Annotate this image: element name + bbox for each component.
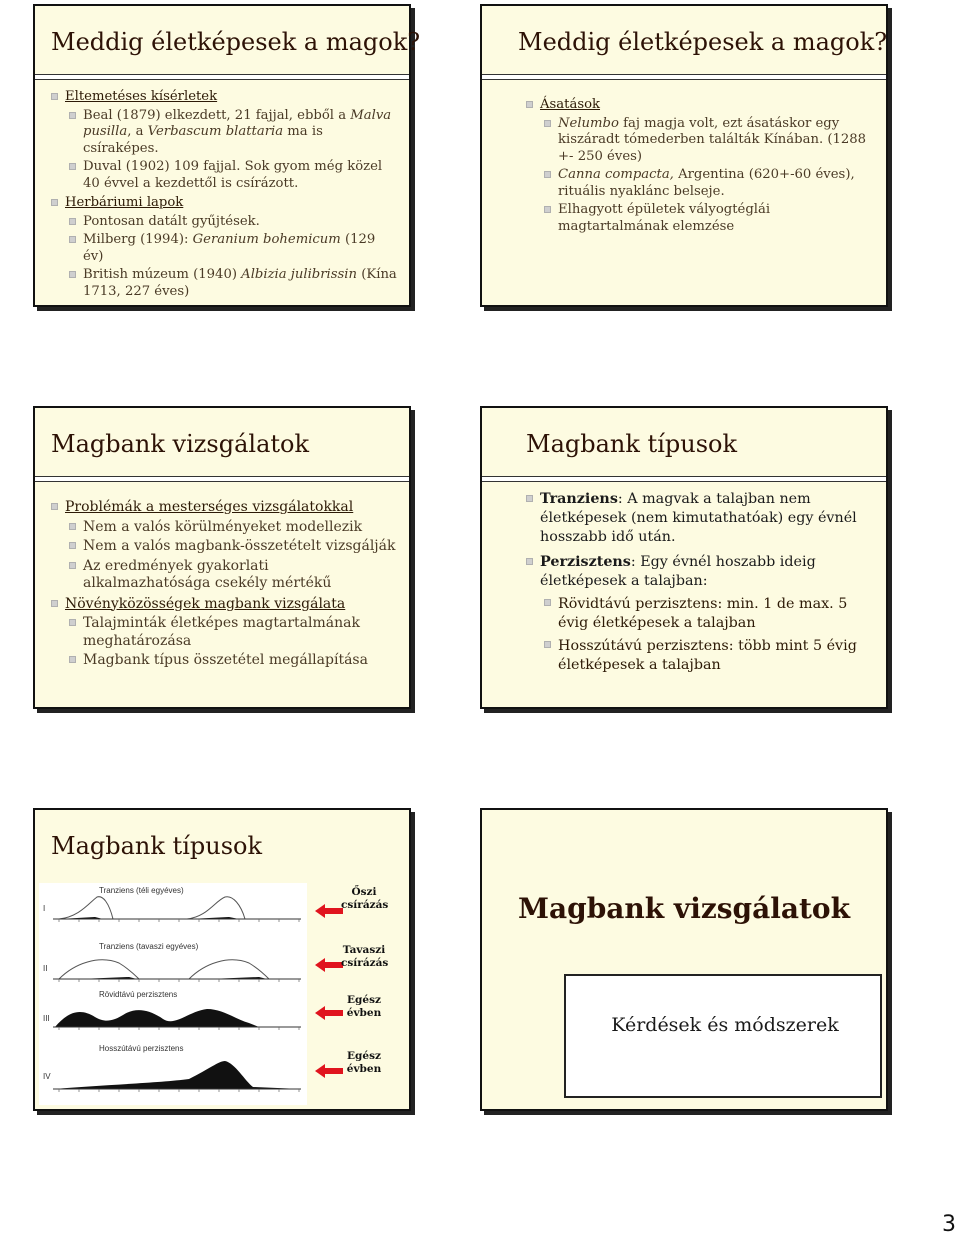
arrow-label-spring: Tavaszi csírázás [341,944,389,969]
page-number: 3 [942,1212,956,1237]
fig-label-2: Tranziens (tavaszi egyéves) [99,942,199,951]
roman-1: I [43,904,46,913]
square-bullet-icon [69,542,76,549]
slide-title: Magbank típusok [526,430,737,458]
title-divider [35,74,409,80]
square-bullet-icon [526,101,533,108]
arrow-label-autumn: Őszi csírázás [341,886,389,911]
roman-4: IV [43,1072,51,1081]
slide-burial-experiments [33,4,421,307]
bullet-persistent: Perzisztens: Egy évnél hoszabb ideig életképesek a talajban: [526,553,876,591]
bullet-canna: Canna compacta, Argentina (620+-60 éves), rituális nyaklánc belseje. [544,167,876,200]
slide-title: Meddig életképesek a magok? [518,28,888,56]
square-bullet-icon [69,112,76,119]
bullet-herbarium: Herbáriumi lapok [51,195,399,212]
section-title: Magbank vizsgálatok [517,892,851,925]
square-bullet-icon [69,218,76,225]
bullet-short-term: Rövidtávú perzisztens: min. 1 de max. 5 évig életképesek a talajban [544,595,876,633]
bullet-duval: Duval (1902) 109 fajjal. Sok gyom még közel 40 évvel a kezdettől is csírázott. [69,159,399,192]
square-bullet-icon [526,495,533,502]
bullet-dated: Pontosan datált gyűjtések. [69,214,399,231]
bullet-community-study: Növényközösségek magbank vizsgálata [51,596,399,614]
slide-seedbank-studies-title [480,808,888,1111]
square-bullet-icon [69,562,76,569]
bullet-not-real-composition: Nem a valós magbank-összetételt vizsgálják [69,538,399,556]
arrow-allyear-1-icon [315,1006,343,1020]
title-divider [482,476,886,482]
slide-content [526,484,876,675]
bullet-transient: Tranziens: A magvak a talajban nem életképesek (nem kimutathatóak) egy évnél hosszabb idő után. [526,490,876,547]
square-bullet-icon [544,206,551,213]
square-bullet-icon [69,236,76,243]
bullet-not-real-conditions: Nem a valós körülményeket modellezik [69,519,399,537]
arrow-label-allyear-1: Egész évben [346,994,382,1019]
square-bullet-icon [69,523,76,530]
square-bullet-icon [526,558,533,565]
bullet-soil-samples: Talajminták életképes magtartalmának meghatározása [69,615,399,650]
square-bullet-icon [69,656,76,663]
slide-seedbank-types [480,406,888,709]
arrow-label-allyear-2: Egész évben [346,1050,382,1075]
arrow-allyear-2-icon [315,1064,343,1078]
square-bullet-icon [51,600,58,607]
arrow-autumn-icon [315,904,343,918]
bullet-burial: Eltemetéses kísérletek [51,89,399,106]
title-divider [35,476,409,482]
slide-title: Magbank vizsgálatok [51,430,310,458]
square-bullet-icon [69,619,76,626]
section-subtitle: Kérdések és módszerek [611,1014,839,1036]
bullet-nelumbo: Nelumbo faj magja volt, ezt ásatáskor egy kiszáradt tómederben találták Kínában. (1288 +- 250 éves) [544,116,876,166]
slide-excavations [480,4,888,307]
fig-label-3: Rövidtávú perzisztens [99,990,178,999]
slide-title: Magbank típusok [51,832,262,860]
bullet-type-composition: Magbank típus összetétel megállapítása [69,652,399,670]
square-bullet-icon [544,171,551,178]
slide-seedbank-studies [33,406,411,709]
subtitle-box [564,974,882,1098]
seedbank-type-diagram [39,883,307,1105]
bullet-excavations: Ásatások [526,97,876,114]
fig-label-1: Tranziens (téli egyéves) [99,886,184,895]
bullet-problems: Problémák a mesterséges vizsgálatokkal [51,499,399,517]
square-bullet-icon [544,599,551,606]
fig-label-4: Hosszútávú perzisztens [99,1044,184,1053]
square-bullet-icon [51,199,58,206]
bullet-long-term: Hosszútávú perzisztens: több mint 5 évig életképesek a talajban [544,637,876,675]
roman-2: II [43,964,48,973]
square-bullet-icon [544,641,551,648]
square-bullet-icon [51,93,58,100]
arrow-spring-icon [315,958,343,972]
square-bullet-icon [544,120,551,127]
slide-content [51,86,399,300]
bullet-applicability: Az eredmények gyakorlati alkalmazhatósága csekély mértékű [69,558,399,593]
title-divider [482,74,886,80]
square-bullet-icon [51,503,58,510]
bullet-british-museum: British múzeum (1940) Albizia julibrissin (Kína 1713, 227 éves) [69,267,399,300]
slide-content [51,496,399,670]
square-bullet-icon [69,271,76,278]
slide-title: Meddig életképesek a magok? [51,28,421,56]
bullet-beal: Beal (1879) elkezdett, 21 fajjal, ebből a Malva pusilla, a Verbascum blattaria ma is csíraképes. [69,108,399,158]
slide-seedbank-types-figure [33,808,411,1111]
roman-3: III [43,1014,50,1023]
slide-content [526,94,876,235]
bullet-adobe-bricks: Elhagyott épületek vályogtéglái magtartalmának elemzése [544,202,876,235]
bullet-milberg: Milberg (1994): Geranium bohemicum (129 év) [69,232,399,265]
square-bullet-icon [69,163,76,170]
